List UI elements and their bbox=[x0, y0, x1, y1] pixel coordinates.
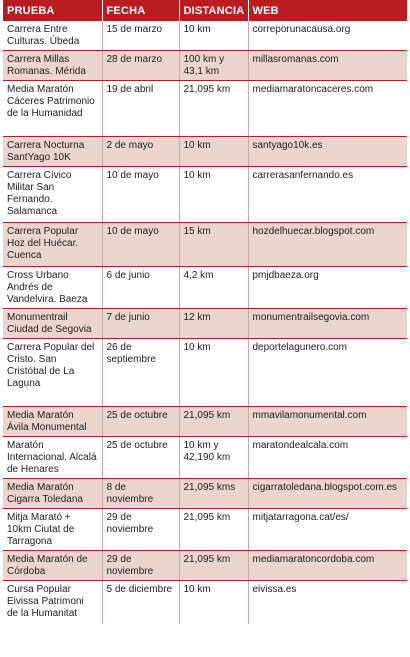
cell-distancia: 12 km bbox=[179, 309, 248, 339]
cell-web: cigarratoledana.blogspot.com.es bbox=[248, 479, 407, 509]
cell-web: millasromanas.com bbox=[248, 51, 407, 81]
table-row bbox=[3, 21, 407, 51]
cell-fecha: 8 de noviembre bbox=[102, 479, 179, 509]
header-prueba: PRUEBA bbox=[3, 0, 102, 21]
cell-web: mediamaratoncordoba.com bbox=[248, 551, 407, 581]
cell-web: eivissa.es bbox=[248, 581, 407, 624]
cell-distancia: 15 km bbox=[179, 223, 248, 267]
table-row bbox=[3, 479, 407, 509]
cell-web: pmjdbaeza.org bbox=[248, 267, 407, 309]
cell-prueba: Media Maratón Ávila Monumental bbox=[3, 407, 102, 437]
cell-prueba: Monumentrail Ciudad de Segovia bbox=[3, 309, 102, 339]
cell-prueba: Media Maratón Cáceres Patrimonio de la Humanidad bbox=[3, 81, 102, 137]
cell-distancia: 21,095 km bbox=[179, 509, 248, 551]
cell-web: santyago10k.es bbox=[248, 137, 407, 167]
cell-distancia: 10 km y 42,190 km bbox=[179, 437, 248, 479]
cell-fecha: 25 de octubre bbox=[102, 407, 179, 437]
cell-distancia: 10 km bbox=[179, 21, 248, 51]
cell-distancia: 21,095 kms bbox=[179, 479, 248, 509]
cell-web: hozdelhuecar.blogspot.com bbox=[248, 223, 407, 267]
cell-distancia: 10 km bbox=[179, 581, 248, 624]
table-row bbox=[3, 437, 407, 479]
cell-fecha: 28 de marzo bbox=[102, 51, 179, 81]
cell-distancia: 10 km bbox=[179, 167, 248, 223]
table-row bbox=[3, 339, 407, 407]
races-table-container bbox=[3, 0, 407, 624]
cell-prueba: Carrera Popular del Cristo. San Cristóbal de La Laguna bbox=[3, 339, 102, 407]
cell-fecha: 5 de diciembre bbox=[102, 581, 179, 624]
cell-fecha: 29 de noviembre bbox=[102, 509, 179, 551]
cell-distancia: 21,095 km bbox=[179, 407, 248, 437]
races-table bbox=[3, 0, 407, 624]
cell-distancia: 10 km bbox=[179, 137, 248, 167]
cell-web: deportelagunero.com bbox=[248, 339, 407, 407]
cell-distancia: 21,095 km bbox=[179, 81, 248, 137]
cell-fecha: 29 de noviembre bbox=[102, 551, 179, 581]
table-row bbox=[3, 407, 407, 437]
cell-web: carrerasanfernando.es bbox=[248, 167, 407, 223]
cell-prueba: Carrera Millas Romanas. Mérida bbox=[3, 51, 102, 81]
cell-web: mitjatarragona.cat/es/ bbox=[248, 509, 407, 551]
table-row bbox=[3, 223, 407, 267]
table-body bbox=[3, 21, 407, 624]
cell-web: monumentrailsegovia.com bbox=[248, 309, 407, 339]
table-row bbox=[3, 137, 407, 167]
table-row bbox=[3, 581, 407, 624]
table-row bbox=[3, 167, 407, 223]
cell-prueba: Cursa Popular Eivissa Patrimoni de la Humanitat bbox=[3, 581, 102, 624]
cell-fecha: 26 de septiembre bbox=[102, 339, 179, 407]
cell-prueba: Mitja Marató + 10km Ciutat de Tarragona bbox=[3, 509, 102, 551]
cell-prueba: Maratón Internacional. Alcalá de Henares bbox=[3, 437, 102, 479]
cell-fecha: 10 de mayo bbox=[102, 223, 179, 267]
header-distancia: DISTANCIA bbox=[179, 0, 248, 21]
table-row bbox=[3, 267, 407, 309]
table-row bbox=[3, 51, 407, 81]
cell-prueba: Carrera Cívico Militar San Fernando. Salamanca bbox=[3, 167, 102, 223]
cell-fecha: 6 de junio bbox=[102, 267, 179, 309]
cell-prueba: Carrera Nocturna SantYago 10K bbox=[3, 137, 102, 167]
cell-distancia: 100 km y 43,1 km bbox=[179, 51, 248, 81]
cell-fecha: 25 de octubre bbox=[102, 437, 179, 479]
header-web: WEB bbox=[248, 0, 407, 21]
cell-fecha: 15 de marzo bbox=[102, 21, 179, 51]
table-row bbox=[3, 81, 407, 137]
cell-prueba: Media Maratón Cigarra Toledana bbox=[3, 479, 102, 509]
header-fecha: FECHA bbox=[102, 0, 179, 21]
table-header bbox=[3, 0, 407, 21]
cell-prueba: Carrera Popular Hoz del Huécar. Cuenca bbox=[3, 223, 102, 267]
cell-prueba: Cross Urbano Andrés de Vandelvira. Baeza bbox=[3, 267, 102, 309]
cell-web: mediamaratoncaceres.com bbox=[248, 81, 407, 137]
header-row bbox=[3, 0, 407, 21]
cell-distancia: 21,095 km bbox=[179, 551, 248, 581]
cell-prueba: Media Maratón de Córdoba bbox=[3, 551, 102, 581]
cell-fecha: 2 de mayo bbox=[102, 137, 179, 167]
cell-web: mmavilamonumental.com bbox=[248, 407, 407, 437]
cell-prueba: Carrera Entre Culturas. Úbeda bbox=[3, 21, 102, 51]
cell-fecha: 19 de abril bbox=[102, 81, 179, 137]
table-row bbox=[3, 551, 407, 581]
table-row bbox=[3, 509, 407, 551]
cell-distancia: 4,2 km bbox=[179, 267, 248, 309]
cell-fecha: 10 de mayo bbox=[102, 167, 179, 223]
cell-web: correporunacausa.org bbox=[248, 21, 407, 51]
cell-distancia: 10 km bbox=[179, 339, 248, 407]
cell-web: maratondealcala.com bbox=[248, 437, 407, 479]
cell-fecha: 7 de junio bbox=[102, 309, 179, 339]
table-row bbox=[3, 309, 407, 339]
